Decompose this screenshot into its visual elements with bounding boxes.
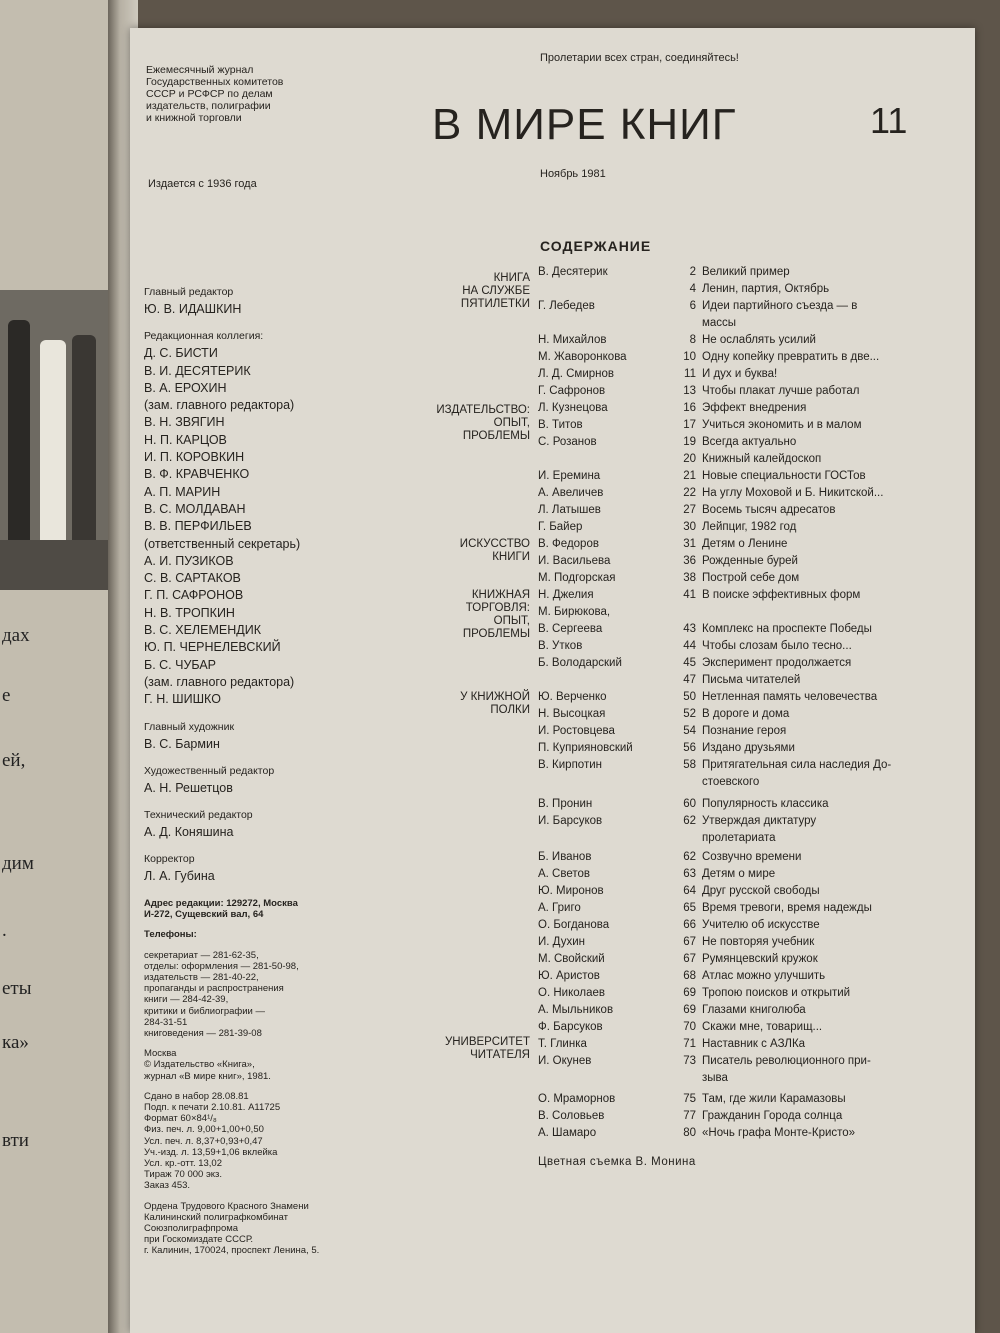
toc-page-number: 38: [683, 572, 696, 584]
left-page-text-fragment: ка»: [2, 1032, 29, 1053]
toc-title: зыва: [702, 1072, 728, 1084]
toc-title: Утверждая диктатуру: [702, 815, 817, 827]
toc-page-number: 11: [684, 368, 696, 380]
role-name: В. С. Бармин: [144, 736, 220, 751]
phone-line: секретариат — 281-62-35,: [144, 949, 259, 961]
publisher-line: © Издательство «Книга»,: [144, 1059, 255, 1071]
masthead-line: и книжной торговли: [146, 112, 242, 124]
toc-author: Б. Володарский: [538, 657, 622, 669]
toc-title: пролетариата: [702, 832, 776, 844]
toc-section-heading: КНИЖНАЯ ТОРГОВЛЯ: ОПЫТ, ПРОБЛЕМЫ: [462, 589, 530, 640]
masthead-line: СССР и РСФСР по делам: [146, 88, 273, 100]
print-info-line: Усл. печ. л. 8,37+0,93+0,47: [144, 1135, 263, 1147]
toc-title: Не повторяя учебник: [702, 936, 815, 948]
slogan: Пролетарии всех стран, соединяйтесь!: [540, 52, 739, 64]
toc-page-number: 52: [683, 708, 696, 720]
toc-title: Атлас можно улучшить: [702, 970, 826, 982]
toc-author: И. Окунев: [538, 1055, 592, 1067]
board-member: (зам. главного редактора): [144, 674, 295, 689]
toc-page-number: 31: [683, 538, 696, 550]
toc-author: А. Светов: [538, 868, 591, 880]
toc-title: массы: [702, 317, 737, 329]
left-page-text-fragment: ей,: [2, 750, 26, 771]
left-page-text-fragment: вти: [2, 1130, 29, 1151]
masthead-line: издательств, полиграфии: [146, 100, 271, 112]
toc-page-number: 4: [689, 283, 696, 295]
toc-author: А. Авеличев: [538, 487, 604, 499]
board-member: (ответственный секретарь): [144, 536, 301, 551]
print-info-line: Заказ 453.: [144, 1180, 191, 1192]
toc-entry: [420, 1127, 900, 1144]
toc-page-number: 19: [683, 436, 696, 448]
toc-title: На углу Моховой и Б. Никитской...: [702, 487, 884, 499]
toc-page-number: 71: [683, 1038, 696, 1050]
toc-page-number: 10: [683, 351, 696, 363]
toc-page-number: 43: [683, 623, 696, 635]
toc-author: О. Мраморнов: [538, 1093, 616, 1105]
toc-page-number: 75: [683, 1093, 696, 1105]
toc-author: Ю. Аристов: [538, 970, 600, 982]
phone-line: критики и библиографии —: [144, 1005, 265, 1017]
spacer: [144, 797, 394, 807]
toc-entry: [420, 521, 900, 538]
toc-title: стоевского: [702, 776, 760, 788]
masthead-line: Ежемесячный журнал: [146, 64, 254, 76]
toc-section-heading: КНИГА НА СЛУЖБЕ ПЯТИЛЕТКИ: [460, 272, 530, 310]
toc-title: В поиске эффективных форм: [702, 589, 861, 601]
toc-page-number: 8: [689, 334, 696, 346]
toc-entry: [420, 674, 900, 691]
spacer: [144, 1082, 404, 1091]
toc-entry: [420, 832, 900, 849]
phone-line: издательств — 281-40-22,: [144, 972, 259, 984]
toc-author: Н. Михайлов: [538, 334, 607, 346]
toc-page-number: 66: [683, 919, 696, 931]
role-label: Художественный редактор: [144, 764, 275, 777]
toc-page-number: 60: [683, 798, 696, 810]
toc-page-number: 80: [683, 1127, 696, 1139]
toc-title: Время тревоги, время надежды: [702, 902, 872, 914]
photo-figure: [72, 335, 96, 555]
toc-author: А. Мыльников: [538, 1004, 614, 1016]
toc-author: О. Богданова: [538, 919, 610, 931]
board-label: Редакционная коллегия:: [144, 330, 264, 343]
toc-page-number: 44: [683, 640, 696, 652]
left-page-text-fragment: дах: [2, 625, 30, 646]
publisher-line: журнал «В мире книг», 1981.: [144, 1070, 271, 1082]
printer-line: Союзполиграфпрома: [144, 1223, 239, 1235]
toc-title: Всегда актуально: [702, 436, 797, 448]
toc-title: Притягательная сила наследия До-: [702, 759, 892, 771]
toc-title: Эксперимент продолжается: [702, 657, 852, 669]
toc-title: Лейпциг, 1982 год: [702, 521, 797, 533]
board-member: Ю. П. ЧЕРНЕЛЕВСКИЙ: [144, 640, 281, 655]
toc-page-number: 68: [683, 970, 696, 982]
left-facing-page: [0, 0, 120, 1333]
toc-entry: [420, 759, 900, 776]
toc-author: М. Свойский: [538, 953, 605, 965]
phone-line: книги — 284-42-39,: [144, 994, 229, 1006]
toc-entry: [420, 919, 900, 936]
toc-entry: [420, 742, 900, 759]
toc-entry: [420, 987, 900, 1004]
toc-author: М. Подгорская: [538, 572, 616, 584]
toc-entry: [420, 640, 900, 657]
toc-page-number: 65: [683, 902, 696, 914]
toc-page-number: 47: [683, 674, 696, 686]
toc-author: М. Бирюкова,: [538, 606, 611, 618]
toc-page-number: 77: [683, 1110, 696, 1122]
printer-line: при Госкомиздате СССР.: [144, 1234, 253, 1246]
toc-title: Глазами книголюба: [702, 1004, 806, 1016]
toc-page-number: 54: [683, 725, 696, 737]
toc-title: «Ночь графа Монте-Кристо»: [702, 1127, 856, 1139]
toc-author: В. Сергеева: [538, 623, 603, 635]
print-info-line: Тираж 70 000 экз.: [144, 1169, 223, 1181]
photo-ground: [0, 540, 108, 590]
toc-page-number: 73: [683, 1055, 696, 1067]
editor-name: Ю. В. ИДАШКИН: [144, 302, 242, 316]
toc-author: А. Шамаро: [538, 1127, 597, 1139]
toc-entry: [420, 1110, 900, 1127]
imprint: [144, 898, 404, 1257]
toc-page-number: 62: [683, 815, 696, 827]
toc-author: М. Жаворонкова: [538, 351, 627, 363]
toc-title: Восемь тысяч адресатов: [702, 504, 836, 516]
toc-title: Гражданин Города солнца: [702, 1110, 843, 1122]
toc-title: Одну копейку превратить в две...: [702, 351, 880, 363]
print-info-line: Усл. кр.-отт. 13,02: [144, 1158, 222, 1170]
toc-title: Тропою поисков и открытий: [702, 987, 851, 999]
phone-line: 284-31-51: [144, 1016, 188, 1028]
address-line: И-272, Сущевский вал, 64: [144, 909, 264, 921]
toc-author: Л. Латышев: [538, 504, 601, 516]
toc-page-number: 63: [683, 868, 696, 880]
toc-author: И. Еремина: [538, 470, 601, 482]
spacer: [144, 1039, 404, 1048]
board-member: Г. Н. ШИШКО: [144, 692, 221, 707]
printer-line: Ордена Трудового Красного Знамени: [144, 1200, 309, 1212]
toc-section-heading: ИСКУССТВО КНИГИ: [459, 538, 530, 563]
toc-author: Т. Глинка: [538, 1038, 587, 1050]
photo-figure: [8, 320, 30, 550]
toc-entry: [420, 1093, 900, 1110]
toc-entry: [420, 572, 900, 589]
toc-author: В. Соловьев: [538, 1110, 605, 1122]
toc-title: Учиться экономить и в малом: [702, 419, 862, 431]
toc-entry: [420, 504, 900, 521]
toc-entry: [420, 936, 900, 953]
toc-title: Скажи мне, товарищ...: [702, 1021, 823, 1033]
board-member: В. С. ХЕЛЕМЕНДИК: [144, 623, 261, 638]
left-page-text-fragment: е: [2, 685, 11, 706]
toc-entry: [420, 725, 900, 742]
toc-entry: [420, 470, 900, 487]
role-name: А. Н. Решетцов: [144, 780, 233, 795]
toc-page-number: 45: [683, 657, 696, 669]
toc-entry: [420, 1004, 900, 1021]
toc-author: Н. Высоцкая: [538, 708, 606, 720]
toc-author: Ю. Верченко: [538, 691, 607, 703]
photo-figure-spacesuit: [40, 340, 66, 570]
toc-title: Писатель революционного при-: [702, 1055, 871, 1067]
toc-entry: [420, 776, 900, 793]
board-member: В. А. ЕРОХИН: [144, 380, 227, 395]
toc-author: Ф. Барсуков: [538, 1021, 603, 1033]
toc-title: В дороге и дома: [702, 708, 790, 720]
board-member: (зам. главного редактора): [144, 398, 295, 413]
toc-title: Нетленная память человечества: [702, 691, 878, 703]
toc-title: Детям о мире: [702, 868, 776, 880]
toc-author: В. Титов: [538, 419, 583, 431]
toc-author: Г. Байер: [538, 521, 583, 533]
toc-entry: [420, 851, 900, 868]
spacer: [144, 941, 404, 950]
spacer: [144, 1192, 404, 1201]
toc-entry: [420, 368, 900, 385]
toc-title: Популярность классика: [702, 798, 829, 810]
toc-page-number: 16: [683, 402, 696, 414]
spacer: [144, 753, 394, 763]
board-member: Б. С. ЧУБАР: [144, 657, 216, 672]
toc-author: И. Барсуков: [538, 815, 603, 827]
toc-page-number: 50: [683, 691, 696, 703]
editorial-staff: [144, 284, 394, 886]
print-info-line: Сдано в набор 28.08.81: [144, 1090, 249, 1102]
toc-author: И. Васильева: [538, 555, 611, 567]
toc-title: Наставник с АЗЛКа: [702, 1038, 806, 1050]
print-info-line: Формат 60×84¹/₈: [144, 1113, 217, 1125]
toc-heading: СОДЕРЖАНИЕ: [540, 238, 652, 254]
role-label: Главный художник: [144, 720, 235, 733]
role-name: А. Д. Коняшина: [144, 825, 234, 840]
toc-page-number: 62: [683, 851, 696, 863]
printer-line: Калининский полиграфкомбинат: [144, 1211, 288, 1223]
board-member: В. С. МОЛДАВАН: [144, 501, 246, 516]
toc-entry: [420, 868, 900, 885]
toc-page-number: 56: [683, 742, 696, 754]
toc-entry: [420, 815, 900, 832]
role-label: Корректор: [144, 853, 195, 866]
toc-title: Эффект внедрения: [702, 402, 807, 414]
role-label: Технический редактор: [144, 809, 253, 822]
board-member: Г. П. САФРОНОВ: [144, 588, 244, 603]
toc-entry: [420, 317, 900, 334]
board-member: И. П. КОРОВКИН: [144, 450, 245, 465]
toc-author: Б. Иванов: [538, 851, 592, 863]
board-member: В. Ф. КРАВЧЕНКО: [144, 467, 250, 482]
toc-title: Чтобы плакат лучше работал: [702, 385, 860, 397]
left-page-text-fragment: дим: [2, 853, 34, 874]
toc-title: Построй себе дом: [702, 572, 800, 584]
toc-title: И дух и буква!: [702, 368, 778, 380]
toc-page-number: 13: [683, 385, 696, 397]
toc-title: Книжный калейдоскоп: [702, 453, 822, 465]
toc-title: Созвучно времени: [702, 851, 802, 863]
toc-page-number: 58: [683, 759, 696, 771]
issue-date: Ноябрь 1981: [540, 168, 606, 180]
board-member: Н. П. КАРЦОВ: [144, 432, 227, 447]
toc-page-number: 70: [683, 1021, 696, 1033]
address-line: Адрес редакции: 129272, Москва: [144, 898, 298, 909]
editor-label: Главный редактор: [144, 286, 234, 298]
toc-entry: [420, 334, 900, 351]
toc-page-number: 21: [683, 470, 696, 482]
since-label: Издается с 1936 года: [148, 178, 257, 190]
toc-page-number: 22: [683, 487, 696, 499]
toc-entry: [420, 970, 900, 987]
toc-page-number: 41: [683, 589, 696, 601]
toc-title: Детям о Ленине: [702, 538, 788, 550]
toc-author: В. Кирпотин: [538, 759, 602, 771]
left-page-text-fragment: .: [2, 920, 7, 941]
toc-title: Великий пример: [702, 266, 790, 278]
printer-line: г. Калинин, 170024, проспект Ленина, 5.: [144, 1245, 320, 1257]
board-member: Д. С. БИСТИ: [144, 346, 218, 361]
toc-entry: [420, 453, 900, 470]
toc-page-number: 67: [683, 936, 696, 948]
toc-author: Г. Сафронов: [538, 385, 606, 397]
issue-number: 11: [870, 100, 908, 141]
toc-page-number: 30: [683, 521, 696, 533]
spacer: [144, 841, 394, 851]
toc-title: Рожденные бурей: [702, 555, 798, 567]
toc-entry: [420, 385, 900, 402]
toc-title: Ленин, партия, Октябрь: [702, 283, 830, 295]
toc-page-number: 27: [683, 504, 696, 516]
toc-author: Ю. Миронов: [538, 885, 604, 897]
toc-title: Идеи партийного съезда — в: [702, 300, 858, 312]
toc-entry: [420, 657, 900, 674]
toc-page-number: 20: [683, 453, 696, 465]
toc-title: Там, где жили Карамазовы: [702, 1093, 846, 1105]
toc-author: Л. Д. Смирнов: [538, 368, 615, 380]
toc-author: Н. Джелия: [538, 589, 594, 601]
toc-title: Новые специальности ГОСТов: [702, 470, 866, 482]
toc-author: П. Куприяновский: [538, 742, 633, 754]
phones-label: Телефоны:: [144, 929, 197, 941]
magazine-title: В МИРЕ КНИГ: [432, 100, 737, 149]
toc-title: Румянцевский кружок: [702, 953, 818, 965]
photo-credit: Цветная съемка В. Монина: [538, 1156, 696, 1168]
board-member: В. В. ПЕРФИЛЬЕВ: [144, 519, 252, 534]
toc-entry: [420, 487, 900, 504]
phone-line: отделы: оформления — 281-50-98,: [144, 960, 299, 972]
toc-section-heading: У КНИЖНОЙ ПОЛКИ: [460, 691, 530, 716]
phone-line: книговедения — 281-39-08: [144, 1028, 262, 1040]
spacer: [144, 920, 404, 929]
toc-page-number: 36: [683, 555, 696, 567]
toc-title: Письма читателей: [702, 674, 801, 686]
board-member: С. В. САРТАКОВ: [144, 571, 241, 586]
board-member: В. Н. ЗВЯГИН: [144, 415, 225, 430]
toc-page-number: 64: [683, 885, 696, 897]
toc-page-number: 6: [689, 300, 696, 312]
toc-author: И. Ростовцева: [538, 725, 615, 737]
toc-author: О. Николаев: [538, 987, 605, 999]
toc-author: В. Пронин: [538, 798, 593, 810]
toc-title: Чтобы слозам было тесно...: [702, 640, 852, 652]
toc-author: Л. Кузнецова: [538, 402, 608, 414]
toc-page-number: 67: [683, 953, 696, 965]
toc-page-number: 2: [689, 266, 696, 278]
toc-author: А. Григо: [538, 902, 581, 914]
toc-author: В. Десятерик: [538, 266, 608, 278]
toc-section-heading: УНИВЕРСИТЕТ ЧИТАТЕЛЯ: [444, 1036, 530, 1061]
toc-entry: [420, 953, 900, 970]
masthead-line: Государственных комитетов: [146, 76, 284, 88]
spacer: [144, 709, 394, 719]
toc-title: Учителю об искусстве: [702, 919, 820, 931]
board-member: Н. В. ТРОПКИН: [144, 605, 235, 620]
toc-title: Друг русской свободы: [702, 885, 820, 897]
toc-page-number: 69: [683, 1004, 696, 1016]
toc-author: Г. Лебедев: [538, 300, 595, 312]
toc-entry: [420, 351, 900, 368]
toc-entry: [420, 1072, 900, 1089]
left-page-text-fragment: еты: [2, 978, 32, 999]
toc-title: Познание героя: [702, 725, 787, 737]
masthead-info: [146, 64, 366, 124]
board-member: А. П. МАРИН: [144, 484, 221, 499]
toc-title: Комплекс на проспекте Победы: [702, 623, 872, 635]
print-info-line: Физ. печ. л. 9,00+1,00+0,50: [144, 1124, 264, 1136]
toc-title: Не ослаблять усилий: [702, 334, 816, 346]
toc-entry: [420, 798, 900, 815]
cosmonauts-photo: [0, 290, 108, 590]
publisher-line: Москва: [144, 1048, 177, 1060]
toc-title: Издано друзьями: [702, 742, 795, 754]
board-member: А. И. ПУЗИКОВ: [144, 553, 234, 568]
toc-author: В. Утков: [538, 640, 583, 652]
role-name: Л. А. Губина: [144, 869, 215, 884]
print-info-line: Подп. к печати 2.10.81. А11725: [144, 1102, 281, 1114]
phone-line: пропаганды и распространения: [144, 983, 284, 995]
toc-entry: [420, 902, 900, 919]
toc-section-heading: ИЗДАТЕЛЬСТВО: ОПЫТ, ПРОБЛЕМЫ: [436, 404, 530, 442]
toc-page-number: 17: [683, 419, 696, 431]
board-member: В. И. ДЕСЯТЕРИК: [144, 363, 251, 378]
toc-author: В. Федоров: [538, 538, 599, 550]
toc-author: И. Духин: [538, 936, 585, 948]
print-info-line: Уч.-изд. л. 13,59+1,06 вклейка: [144, 1146, 278, 1158]
toc-entry: [420, 885, 900, 902]
toc-page-number: 69: [683, 987, 696, 999]
toc-author: С. Розанов: [538, 436, 597, 448]
